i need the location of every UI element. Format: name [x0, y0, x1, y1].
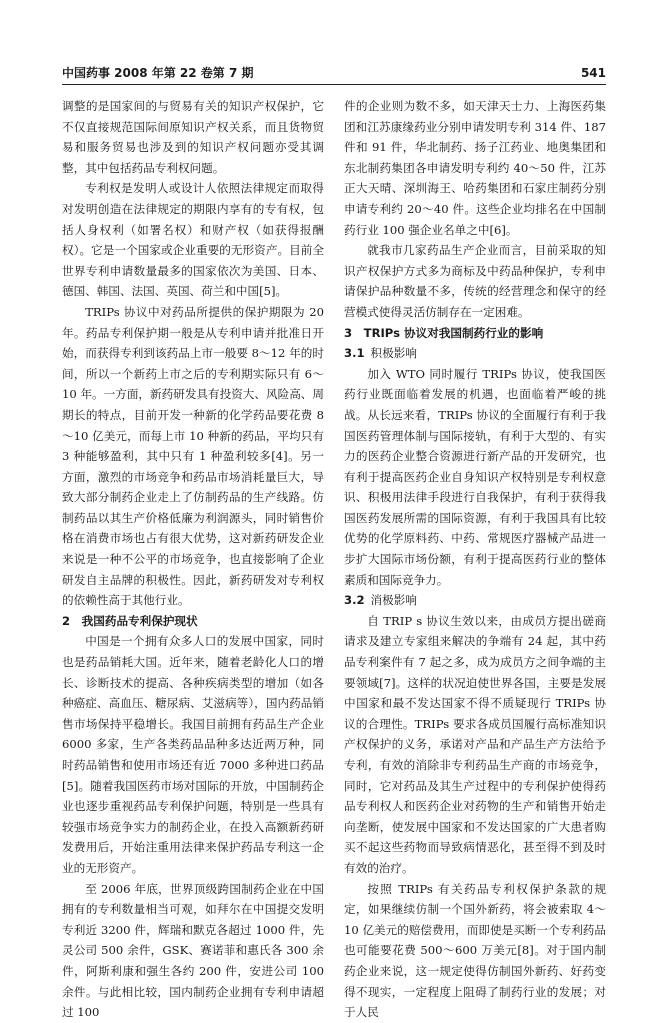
paragraph: 加入 WTO 同时履行 TRIPs 协议，使我国医药行业既面临着发展的机遇，也面临着严峻的挑战。从长远来看，TRIPs 协议的全面履行有利于我国医药管理体制与国际接轨，有利于大型的、有实力的医药企业整合资源进行新产品的开发研究，也有利于提高医药企业自身知识产权特别是专利权意识、积极用法律手段进行自我保护，有利于获得我国医药发展所需的国际资源，有利于我国具有比较优势的化学原料药、中药、常规医疗器械产品进一步扩大国际市场份额，有利于提高医药行业的整体素质和国际竞争力。 [344, 366, 606, 587]
paragraph: 调整的是国家间的与贸易有关的知识产权保护，它不仅直接规范国际间原知识产权关系，而且货物贸易和服务贸易也涉及到的知识产权问题亦受其调整，其中包括药品专利权问题。 [62, 99, 324, 175]
running-header [62, 64, 606, 81]
section-heading: 2 我国药品专利保护现状 [62, 613, 198, 628]
subsection-heading [344, 343, 606, 364]
left-column [62, 96, 324, 1023]
paragraph: 自 TRIP s 协议生效以来，由成员方提出磋商请求及建立专家组来解决的争端有 24 起，其中药品专利案件有 7 起之多，成为成员方之间争端的主要领域[7]。这样的状况迫使世界各国，主要是发展中国家和最不发达国家不得不质疑现行 TRIPs 协议的合理性。TRIPs 要求各成员国履行高标准知识产权保护的义务，承诺对产品和产品生产方法给予专利，有效的消除非专利药品生产商的市场竞争，同时，它对药品及其生产过程中的专利保护使得药品专利权人和医药企业对药物的生产和销售开始走向垄断，使发展中国家和不发达国家的广大患者购买不起这些药物而导致病情恶化，甚至得不到及时有效的治疗。 [344, 613, 606, 875]
paragraph: 件的企业则为数不多，如天津天士力、上海医药集团和江苏康缘药业分别申请发明专利 314 件、187 件和 91 件，华北制药、扬子江药业、地奥集团和东北制药集团各申请发明专利约 40～50 件，江苏正大天晴、深圳海王、哈药集团和石家庄制药分别申请专利约 20～40 件。这些企业均排名在中国制药行业 100 强企业名单之中[6]。 [344, 99, 606, 237]
page-number: 541 [580, 66, 606, 80]
header-rule [62, 84, 606, 85]
subsection-number: 3.1 [344, 346, 365, 361]
paragraph: 至 2006 年底，世界顶级跨国制药企业在中国拥有的专利数量相当可观，如拜尔在中国提交发明专利近 3200 件，辉瑞和默克各超过 1000 件，先灵公司 500 余件，GSK、赛诺菲和惠氏各 300 余件，阿斯利康和强生各约 200 件，安进公司 100 余件。与此相比较，国内制药企业拥有专利申请超过 100 [62, 881, 324, 1020]
paragraph: 中国是一个拥有众多人口的发展中国家，同时也是药品销耗大国。近年来，随着老龄化人口的增长、诊断技术的提高、各种疾病类型的增加（如各种癌症、高血压、糖尿病、艾滋病等），国内药品销售市场保持平稳增长。我国目前拥有药品生产企业 6000 多家，生产各类药品品种多达近两万种，同时药品销售和使用市场还有近 7000 多种进口药品[5]。随着我国医药市场对国际的开放，中国制药企业也逐步重视药品专利保护问题，特别是一些具有较强市场竞争实力的制药企业，在投入高额新药研发费用后，开始注重用法律来保护药品专利这一企业的无形资产。 [62, 634, 324, 875]
journal-title: 中国药事 2008 年第 22 卷第 7 期 [62, 66, 254, 80]
paragraph: 专利权是发明人或设计人依照法律规定而取得对发明创造在法律规定的期限内享有的专有权，包括人身权利（如署名权）和财产权（如获得报酬权）。它是一个国家或企业重要的无形资产。目前全世界专利申请数量最多的国家依次为美国、日本、德国、韩国、法国、英国、荷兰和中国[5]。 [62, 181, 324, 299]
subsection-number: 3.2 [344, 593, 365, 608]
paragraph: 就我市几家药品生产企业而言，目前采取的知识产权保护方式多为商标及中药品种保护，专利申请保护品种数量不多，传统的经营理念和保守的经营模式使得灵活仿制存在一定困难。 [344, 243, 606, 319]
right-column [344, 96, 606, 1023]
paragraph: TRIPs 协议中对药品所提供的保护期限为 20 年。药品专利保护期一般是从专利申请并批准日开始，而获得专利到该药品上市一般要 8～12 年的时间，所以一个新药上市之后的专利期实际只有 6～10 年。一方面，新药研发具有投资大、风险高、周期长的特点，目前开发一种新的化学药品要花费 8～10 亿美元，而每上市 10 种新的药品，平均只有 3 种能够盈利，其中只有 1 种盈利较多[4]。另一方面，激烈的市场竞争和药品市场消耗量巨大，导致大部分制药企业走上了仿制药品的生产线路。仿制药品以其生产价格低廉为利润源头，同时销售价格在消费市场也占有很大优势，这对新药研发企业来说是一种不公平的市场竞争，也直接影响了企业研发自主品牌的积极性。因此，新药研发对专利权的依赖性高于其他行业。 [62, 304, 324, 608]
section-heading: 3 TRIPs 协议对我国制药行业的影响 [344, 325, 544, 340]
paragraph: 按照 TRIPs 有关药品专利权保护条款的规定，如果继续仿制一个国外新药，将会被索取 4～10 亿美元的赔偿费用，而即使是买断一个专利药品也可能要花费 500～600 万美元[8]。对于国内制药企业来说，这一规定使得仿制国外新药、好药变得不现实，一定程度上阻碍了制药行业的发展；对于人民 [344, 881, 606, 1020]
subsection-title: 消极影响 [370, 593, 417, 608]
subsection-title: 积极影响 [370, 346, 417, 361]
subsection-heading [344, 590, 606, 611]
